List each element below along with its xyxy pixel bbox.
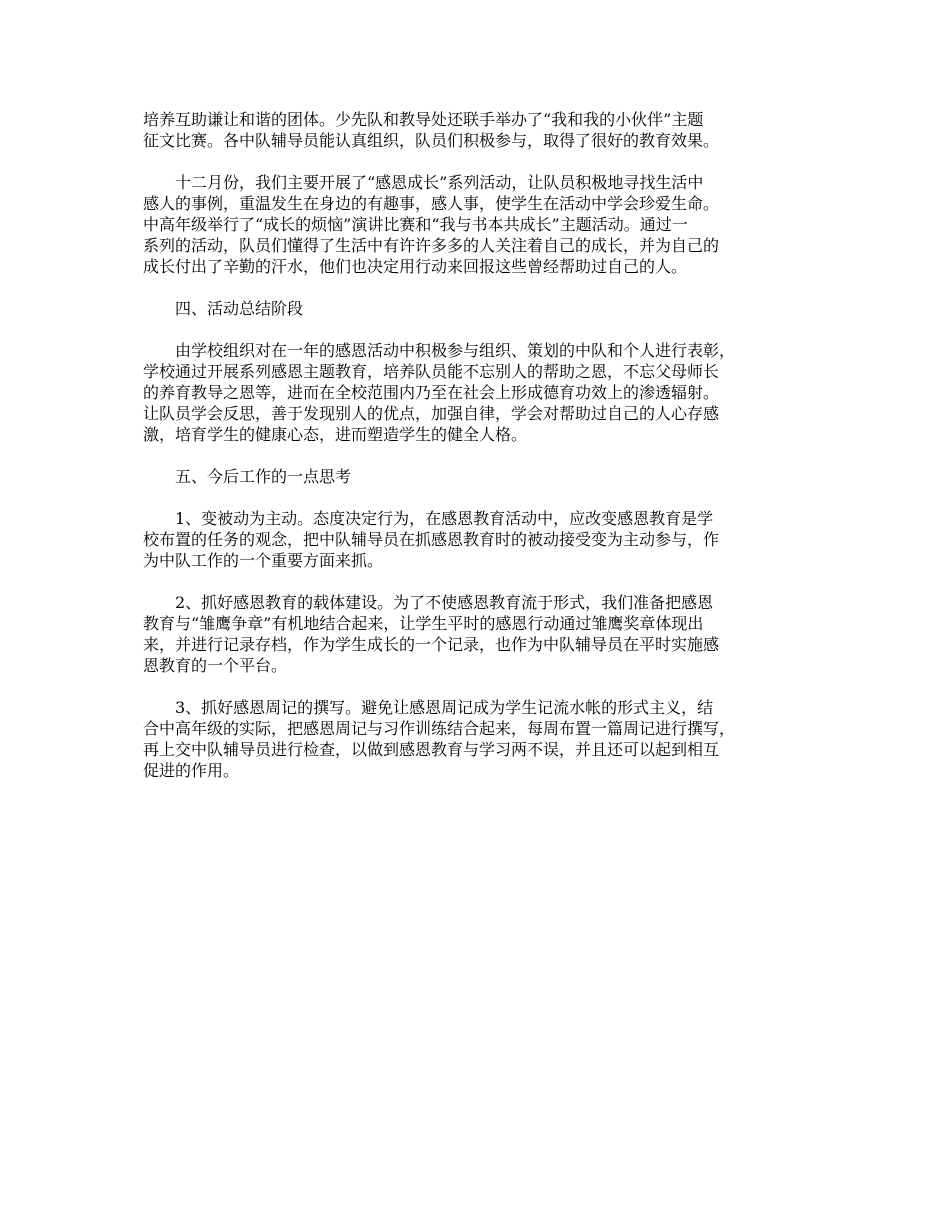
text-line: 系列的活动，队员们懂得了生活中有许许多多的人关注着自己的成长，并为自己的: [143, 236, 720, 255]
text-line: 十二月份，我们主要开展了“感恩成长”系列活动，让队员积极地寻找生活中: [175, 173, 704, 192]
section-heading-5: [143, 466, 815, 487]
heading-text: 四、活动总结阶段: [175, 299, 304, 318]
paragraph-3: [143, 340, 815, 445]
text-line: 校布置的任务的观念，把中队辅导员在抓感恩教育时的被动接受变为主动参与，作: [143, 530, 720, 549]
text-line: 合中高年级的实际，把感恩周记与习作训练结合起来，每周布置一篇周记进行撰写，: [143, 719, 736, 738]
text-line: 中高年级举行了“成长的烦恼”演讲比赛和“我与书本共成长”主题活动。通过一: [143, 215, 688, 234]
text-line: 为中队工作的一个重要方面来抓。: [143, 551, 384, 570]
text-line: 的养育教导之恩等，进而在全校范围内乃至在社会上形成德育功效上的渗透辐射。: [143, 383, 720, 402]
text-line: 激，培育学生的健康心态，进而塑造学生的健全人格。: [143, 425, 528, 444]
text-line: 培养互助谦让和谐的团体。少先队和教导处还联手举办了“我和我的小伙伴”主题: [143, 110, 704, 129]
text-line: 感人的事例，重温发生在身边的有趣事，感人事，使学生在活动中学会珍爱生命。: [143, 194, 720, 213]
paragraph-4: [143, 508, 815, 571]
document-body: [143, 109, 815, 802]
section-heading-4: [143, 298, 815, 319]
paragraph-6: [143, 697, 815, 781]
text-line: 让队员学会反思，善于发现别人的优点，加强自律，学会对帮助过自己的人心存感: [143, 404, 720, 423]
text-line: 2、抓好感恩教育的载体建设。为了不使感恩教育流于形式，我们准备把感恩: [175, 593, 714, 612]
text-line: 来，并进行记录存档，作为学生成长的一个记录，也作为中队辅导员在平时实施感: [143, 635, 720, 654]
text-line: 恩教育的一个平台。: [143, 656, 288, 675]
text-line: 1、变被动为主动。态度决定行为，在感恩教育活动中，应改变感恩教育是学: [175, 509, 714, 528]
text-line: 促进的作用。: [143, 761, 240, 780]
text-line: 征文比赛。各中队辅导员能认真组织，队员们积极参与，取得了很好的教育效果。: [143, 131, 720, 150]
text-line: 成长付出了辛勤的汗水，他们也决定用行动来回报这些曾经帮助过自己的人。: [143, 257, 688, 276]
paragraph-2: [143, 172, 815, 277]
text-line: 学校通过开展系列感恩主题教育，培养队员能不忘别人的帮助之恩，不忘父母师长: [143, 362, 720, 381]
text-line: 教育与“雏鹰争章”有机地结合起来，让学生平时的感恩行动通过雏鹰奖章体现出: [143, 614, 704, 633]
paragraph-5: [143, 592, 815, 676]
text-line: 再上交中队辅导员进行检查，以做到感恩教育与学习两不误，并且还可以起到相互: [143, 740, 720, 759]
text-line: 由学校组织对在一年的感恩活动中积极参与组织、策划的中队和个人进行表彰，: [175, 341, 736, 360]
paragraph-1: [143, 109, 815, 151]
text-line: 3、抓好感恩周记的撰写。避免让感恩周记成为学生记流水帐的形式主义，结: [175, 698, 714, 717]
heading-text: 五、今后工作的一点思考: [175, 467, 352, 486]
